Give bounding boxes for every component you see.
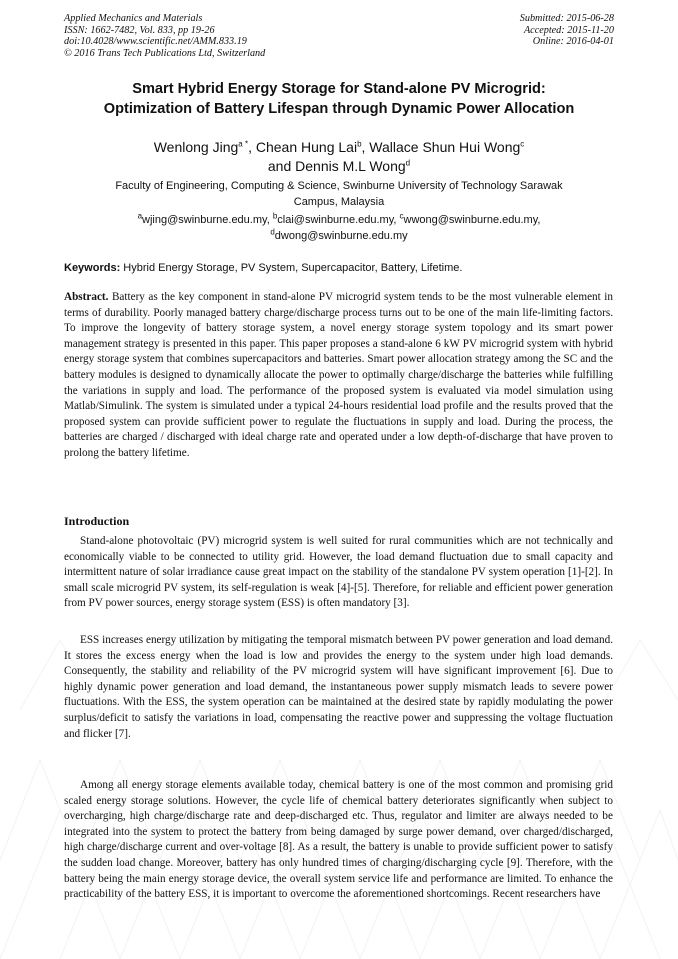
abstract-label: Abstract. bbox=[64, 291, 109, 303]
author-name: Wallace Shun Hui Wong bbox=[369, 139, 521, 155]
keywords-text: Hybrid Energy Storage, PV System, Supercapacitor, Battery, Lifetime. bbox=[120, 262, 463, 274]
journal-doi: doi:10.4028/www.scientific.net/AMM.833.19 bbox=[64, 36, 247, 48]
accepted-date: Accepted: 2015-11-20 bbox=[523, 24, 614, 36]
author-affil-mark: c bbox=[520, 139, 525, 149]
affiliation bbox=[40, 178, 638, 210]
author-list bbox=[40, 138, 638, 176]
copyright-notice: © 2016 Trans Tech Publications Ltd, Switzerland bbox=[64, 47, 266, 59]
author-affil-mark: b bbox=[357, 139, 362, 149]
author-affil-mark: d bbox=[405, 158, 411, 168]
online-date: Online: 2016-04-01 bbox=[532, 36, 614, 48]
abstract-text: Battery as the key component in stand-alone PV microgrid system tends to be the most vulnerable element in terms of durability. Poorly managed battery charge/discharge process turns out to be one of the main life-limiting factors. To improve the longevity of battery storage system, a novel energy storage system topology and its smart power management strategy is presented in this paper. This paper proposes a stand-alone 6 kW PV microgrid system with hybrid energy storage system that combines supercapacitors and batteries. Smart power allocation strategy among the SC and the battery modules is designed to dynamically allocate the power to optimally charge/discharge the batteries while fulfilling the variations in supply and load. The performance of the proposed system is evaluated via model simulation using Matlab/Simulink. The system is simulated under a typical 24-hours residential load profile and the results proved that the proposed system can provide sufficient power to regulate the fluctuations in supply and load. During the process, the batteries are charged / discharged with ideal charge rate and operated under a low depth-of-discharge that have proven to prolong the battery lifetime. bbox=[64, 291, 613, 459]
email-b: clai@swinburne.edu.my, bbox=[277, 214, 400, 226]
affiliation-line-2: Campus, Malaysia bbox=[293, 196, 385, 208]
section-heading: Introduction bbox=[64, 514, 130, 528]
keywords bbox=[64, 261, 624, 276]
author-emails bbox=[40, 212, 638, 244]
abstract bbox=[64, 290, 613, 462]
author-affil-mark: a * bbox=[238, 139, 249, 149]
email-mark: b bbox=[272, 211, 278, 221]
email-a: wjing@swinburne.edu.my, bbox=[142, 214, 273, 226]
intro-paragraph-1: Stand-alone photovoltaic (PV) microgrid system is well suited for rural communities which are not technically and economically viable to be connected to utility grid. However, the load demand fluctuation due to small capacity and intermittent nature of solar irradiance cause great impact on the stability of the standalone PV system operation [1]-[2]. In small scale microgrid PV system, its self-regulation is weak [4]-[5]. Therefore, for reliable and efficient power generation from PV power sources, energy storage system (ESS) is often mandatory [3]. bbox=[64, 535, 613, 610]
emails-line-1 bbox=[40, 212, 638, 228]
authors-line-2 bbox=[40, 157, 638, 176]
submission-dates bbox=[414, 13, 614, 48]
journal-issn: ISSN: 1662-7482, Vol. 833, pp 19-26 bbox=[64, 24, 215, 36]
paper-title bbox=[40, 79, 638, 119]
keywords-label: Keywords: bbox=[64, 262, 121, 274]
affiliation-line-1: Faculty of Engineering, Computing & Science, Swinburne University of Technology Sarawak bbox=[115, 180, 563, 192]
journal-info bbox=[64, 13, 265, 59]
title-line-2: Optimization of Battery Lifespan through Dynamic Power Allocation bbox=[103, 101, 575, 117]
authors-line-1: Wenlong Jing$^{a *}$, Chean Hung Lai$^b$, Wallace Shun Hui Wong$^c$ bbox=[153, 139, 525, 155]
email-c: wwong@swinburne.edu.my, bbox=[403, 214, 541, 226]
intro-paragraph-2: ESS increases energy utilization by mitigating the temporal mismatch between PV power generation and load demand. It stores the excess energy when the load is low and provides the energy to the system under high load demands. Consequently, the stability and reliability of the PV microgrid system will have significant improvement [6]. Due to highly dynamic power generation and load demand, the instantaneous power supply mismatch leads to severe power fluctuations. With the ESS, the system operation can be maintained at the desired state by rapidly modulating the power surplus/deficit to satisfy the variations in load, compensating the reactive power and suppressing the voltage fluctuation and flicker [7]. bbox=[64, 634, 613, 740]
submitted-date: Submitted: 2015-06-28 bbox=[519, 13, 614, 24]
email-mark: c bbox=[399, 211, 404, 221]
author-name: Chean Hung Lai bbox=[255, 139, 358, 155]
author-name: Wenlong Jing bbox=[153, 139, 239, 155]
journal-name: Applied Mechanics and Materials bbox=[64, 13, 203, 24]
intro-paragraph-3: Among all energy storage elements available today, chemical battery is one of the most common and promising grid scaled energy storage solutions. However, the cycle life of chemical battery deteriorates significantly when subject to overcharging, high charge/discharge rate and deep-discharged etc. Thus, regulator and limiter are always needed to be integrated into the system to protect the battery from being damaged by surge power demand, over charged/discharged, high charge/discharge current and over-voltage [8]. As a result, the battery is unable to provide sufficient power to satisfy the sudden load change. Moreover, battery has only hundred times of charging/discharging cycle [9]. Therefore, with the battery being the main energy storage device, the overall system service life and performance are limited. To enhance the practicability of the battery ESS, it is important to overcome the aforementioned shortcomings. Recent researchers have bbox=[64, 779, 613, 901]
emails-line-2 bbox=[40, 228, 638, 244]
email-d: dwong@swinburne.edu.my bbox=[274, 230, 408, 242]
email-mark: d bbox=[270, 227, 275, 237]
author-name: and Dennis M.L Wong bbox=[267, 158, 406, 174]
title-line-1: Smart Hybrid Energy Storage for Stand-alone PV Microgrid: bbox=[132, 81, 546, 97]
email-mark: a bbox=[137, 211, 143, 221]
